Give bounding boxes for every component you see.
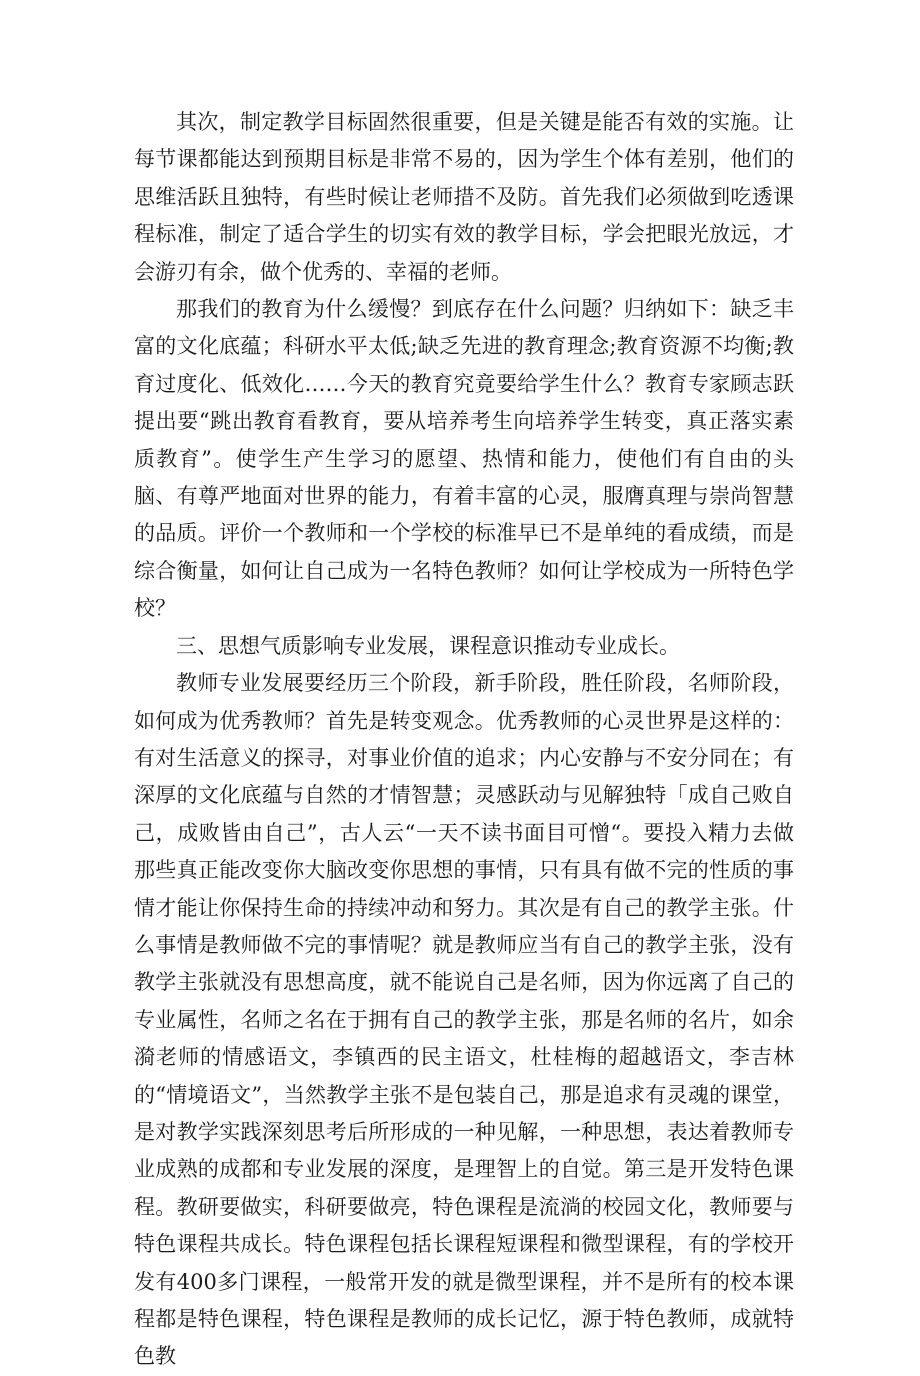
paragraph-teaching-goals: 其次，制定教学目标固然很重要，但是关键是能否有效的实施。让每节课都能达到预期目标是非常不易的，因为学生个体有差别，他们的思维活跃且独特，有些时候让老师措不及防。首先我们必须做到吃透课程标准，制定了适合学生的切实有效的教学目标，学会把眼光放远，才会游刃有余，做个优秀的、幸福的老师。 [134, 110, 794, 284]
paragraph-teacher-development: 教师专业发展要经历三个阶段，新手阶段，胜任阶段，名师阶段，如何成为优秀教师？首先是转变观念。优秀教师的心灵世界是这样的：有对生活意义的探寻，对事业价值的追求；内心安静与不安分同在；有深厚的文化底蕴与自然的才情智慧；灵感跃动与见解独特「成自己败自己，成败皆由自己”，古人云“一天不读书面目可憎“。要投入精力去做那些真正能改变你大脑改变你思想的事情，只有具有做不完的性质的事情才能让你保持生命的持续冲动和努力。其次是有自己的教学主张。什么事情是教师做不完的事情呢？就是教师应当有自己的教学主张，没有教学主张就没有思想高度，就不能说自己是名师，因为你远离了自己的专业属性，名师之名在于拥有自己的教学主张，那是名师的名片，如余漪老师的情感语文，李镇西的民主语文，杜桂梅的超越语文，李吉林的“情境语文”，当然教学主张不是包装自己，那是追求有灵魂的课堂，是对教学实践深刻思考后所形成的一种见解，一种思想，表达着教师专业成熟的成都和专业发展的深度，是理智上的自觉。第三是开发特色课程。教研要做实，科研要做亮，特色课程是流淌的校园文化，教师要与特色课程共成长。特色课程包括长课程短课程和微型课程，有的学校开发有400多门课程，一般常开发的就是微型课程，并不是所有的校本课程都是特色课程，特色课程是教师的成长记忆，源于特色教师，成就特色教 [134, 671, 794, 1369]
document-body [134, 104, 794, 1376]
section-heading-3: 三、思想气质影响专业发展，课程意识推动专业成长。 [176, 633, 680, 658]
paragraph-education-problems: 那我们的教育为什么缓慢？到底存在什么问题？归纳如下：缺乏丰富的文化底蕴；科研水平太低;缺乏先进的教育理念;教育资源不均衡;教育过度化、低效化……今天的教育究竟要给学生什么？教育专家顾志跃提出要“跳出教育看教育，要从培养考生向培养学生转变，真正落实素质教育”。使学生产生学习的愿望、热情和能力，使他们有自由的头脑、有尊严地面对世界的能力，有着丰富的心灵，服膺真理与崇尚智慧的品质。评价一个教师和一个学校的标准早已不是单纯的看成绩，而是综合衡量，如何让自己成为一名特色教师？如何让学校成为一所特色学校？ [134, 297, 794, 621]
